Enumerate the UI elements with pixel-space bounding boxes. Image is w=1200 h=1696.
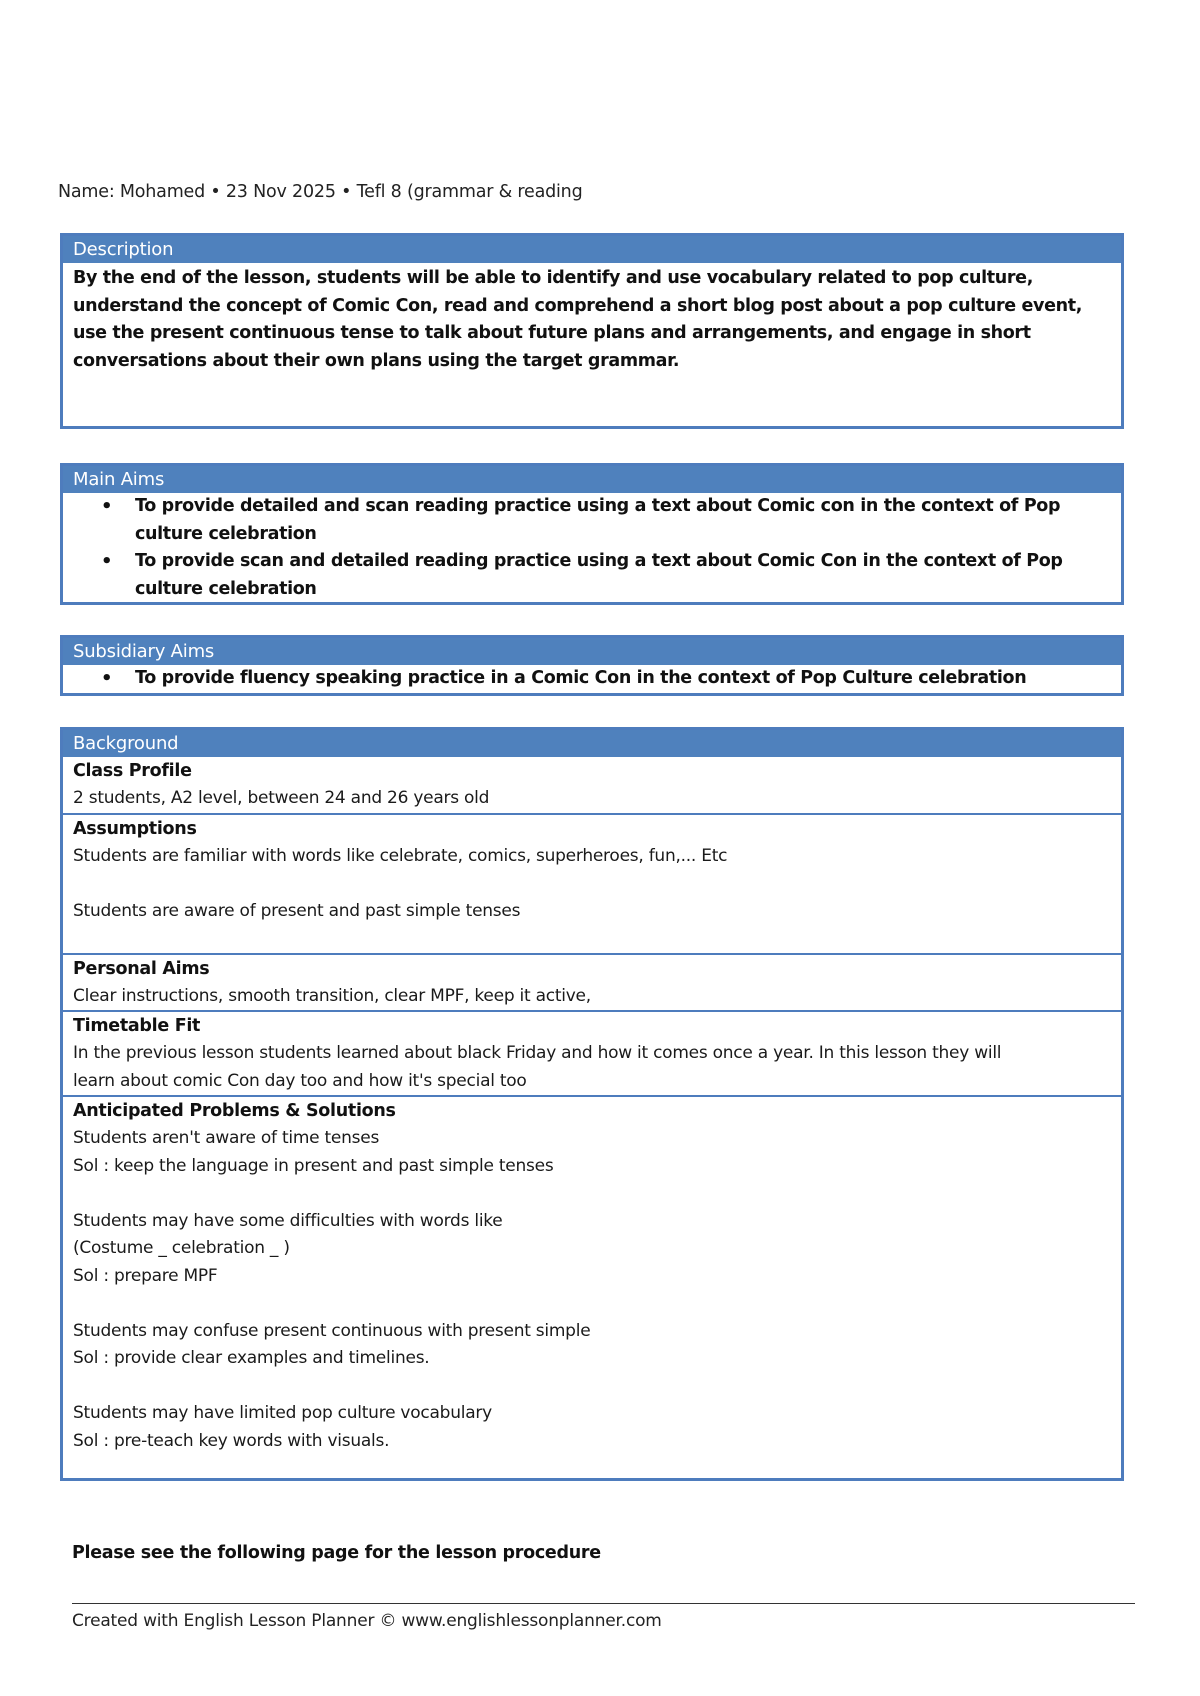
timetable-fit-section: [63, 1010, 1121, 1095]
anticipated-problems-line: Students aren't aware of time tenses: [73, 1128, 380, 1148]
timetable-fit-line: In the previous lesson students learned about black Friday and how it comes once a year. In this lesson they will: [73, 1043, 1002, 1063]
personal-aims-line: Clear instructions, smooth transition, clear MPF, keep it active,: [73, 985, 591, 1006]
subsidiary-aims-title: Subsidiary Aims: [63, 638, 1121, 665]
anticipated-problems-line: Students may confuse present continuous with present simple: [73, 1320, 591, 1341]
bullet-icon: •: [101, 668, 113, 689]
class-profile-title: Class Profile: [73, 761, 192, 781]
subsidiary-aims-panel: [60, 635, 1124, 696]
see-following-note: Please see the following page for the lesson procedure: [72, 1543, 601, 1563]
anticipated-problems-line: [73, 1290, 1111, 1318]
anticipated-problems-line: (Costume _ celebration _ ): [73, 1238, 290, 1258]
anticipated-problems-line: Sol : prepare MPF: [73, 1265, 218, 1286]
description-text: By the end of the lesson, students will be able to identify and use vocabulary related to pop culture, understand the concept of Comic Con, read and comprehend a short blog post about a pop culture event, use the present continuous tense to talk about future plans and arrangements, and engage in short conversations about their own plans using the target grammar.: [73, 268, 1083, 371]
background-title: Background: [63, 730, 1121, 757]
footer-divider: [72, 1603, 1135, 1604]
main-aim-item: [63, 493, 1121, 548]
class-profile-section: [63, 757, 1121, 813]
main-aims-panel: [60, 463, 1124, 605]
subsidiary-aim-item: [63, 665, 1121, 693]
main-aims-list: [63, 493, 1121, 603]
bullet-icon: •: [101, 496, 113, 517]
timetable-fit-line: learn about comic Con day too and how it's special too: [73, 1070, 527, 1091]
class-profile-line: 2 students, A2 level, between 24 and 26 years old: [73, 788, 490, 808]
description-title: Description: [63, 236, 1121, 263]
anticipated-problems-line: Sol : keep the language in present and past simple tenses: [73, 1155, 554, 1176]
main-aim-item: [63, 548, 1121, 603]
anticipated-problems-line: [73, 1180, 1111, 1208]
lesson-header-line: Name: Mohamed • 23 Nov 2025 • Tefl 8 (grammar & reading: [58, 182, 583, 202]
anticipated-problems-line: [73, 1373, 1111, 1401]
anticipated-problems-title: Anticipated Problems & Solutions: [73, 1101, 396, 1121]
main-aim-text: To provide detailed and scan reading practice using a text about Comic con in the context of Pop culture celebration: [135, 496, 1061, 544]
assumptions-title: Assumptions: [73, 818, 197, 839]
background-panel: [60, 727, 1124, 1481]
anticipated-problems-line: Sol : provide clear examples and timelines.: [73, 1348, 430, 1368]
background-body: [63, 757, 1121, 1455]
assumptions-section: [63, 813, 1121, 953]
assumptions-line: Students are aware of present and past simple tenses: [73, 900, 521, 921]
description-panel: [60, 233, 1124, 429]
anticipated-problems-section: [63, 1095, 1121, 1455]
assumptions-line: [73, 870, 1111, 898]
assumptions-line: [73, 925, 1111, 953]
anticipated-problems-line: Students may have limited pop culture vocabulary: [73, 1403, 492, 1423]
main-aims-title: Main Aims: [63, 466, 1121, 493]
subsidiary-aim-text: To provide fluency speaking practice in a Comic Con in the context of Pop Culture celebration: [135, 668, 1027, 688]
footer-credit: Created with English Lesson Planner © www.englishlessonplanner.com: [72, 1611, 662, 1631]
anticipated-problems-line: Students may have some difficulties with words like: [73, 1210, 503, 1231]
bullet-icon: •: [101, 551, 113, 572]
timetable-fit-title: Timetable Fit: [73, 1016, 201, 1036]
main-aim-text: To provide scan and detailed reading practice using a text about Comic Con in the context of Pop culture celebration: [135, 551, 1063, 599]
personal-aims-section: [63, 953, 1121, 1011]
subsidiary-aims-list: [63, 665, 1121, 693]
anticipated-problems-line: Sol : pre-teach key words with visuals.: [73, 1430, 390, 1451]
personal-aims-title: Personal Aims: [73, 958, 210, 979]
assumptions-line: Students are familiar with words like celebrate, comics, superheroes, fun,... Etc: [73, 845, 728, 866]
